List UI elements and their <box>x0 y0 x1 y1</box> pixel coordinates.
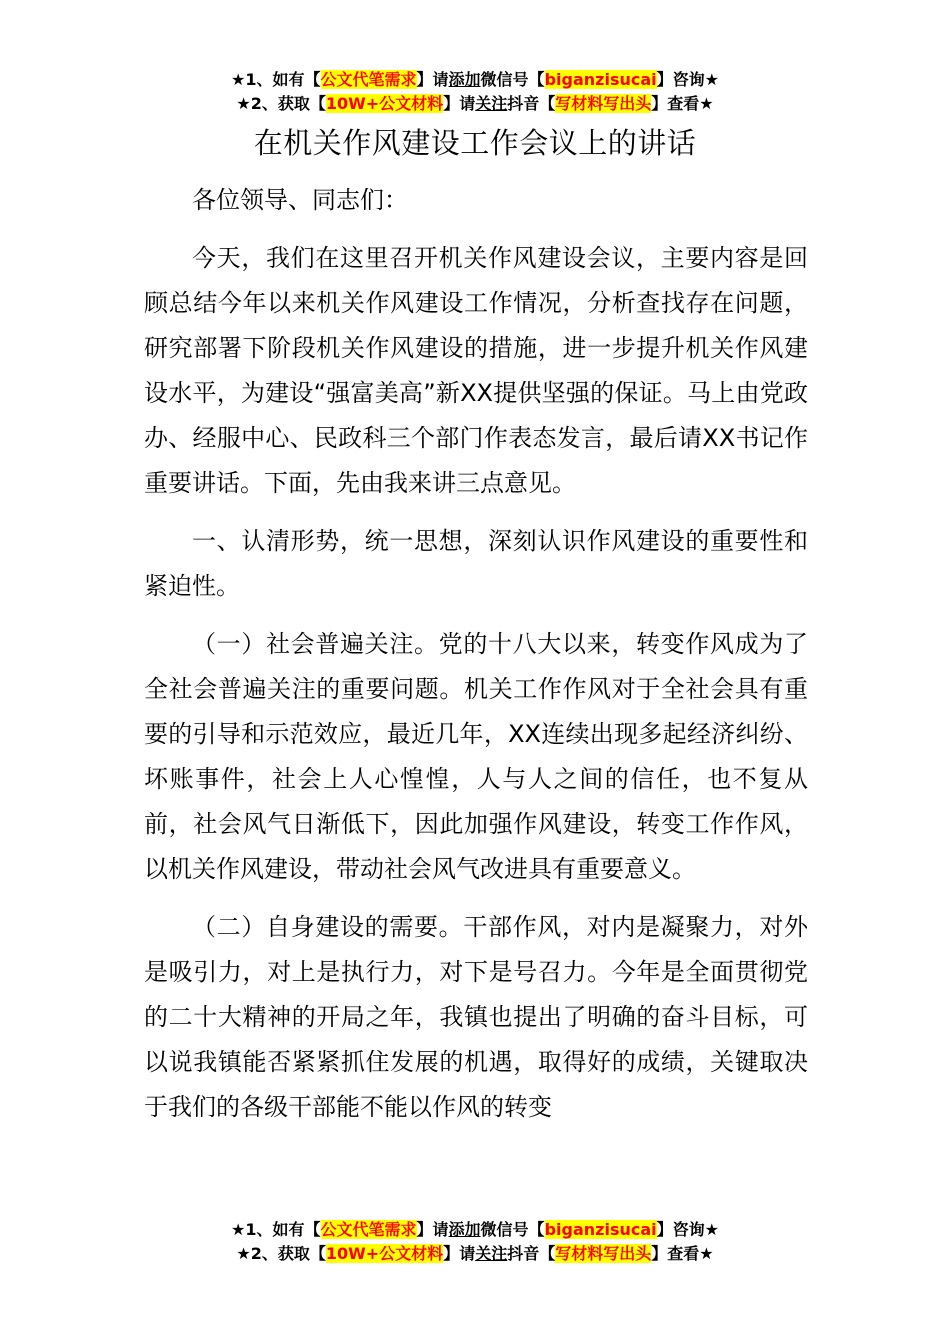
document-title: 在机关作风建设工作会议上的讲话 <box>253 126 697 160</box>
banner-line-2: ★2、获取【10W+公文材料】请关注抖音【写材料写出头】查看★ <box>236 94 714 113</box>
section-heading: 一、认清形势，统一思想，深刻认识作风建设的重要性和紧迫性。 <box>144 527 808 600</box>
footer-banner <box>0 1218 950 1266</box>
banner-wechat-id: biganzisucai <box>544 1220 657 1239</box>
paragraph: （二）自身建设的需要。干部作风，对内是凝聚力，对外是吸引力，对上是执行力，对下是号召力。今年是全面贯彻党的二十大精神的开局之年，我镇也提出了明确的奋斗目标，可以说我镇能否紧紧抓住发展的机遇，取得好的成绩，关键取决于我们的各级干部能不能以作风的转变 <box>144 913 808 1121</box>
header-banner <box>0 68 950 116</box>
salutation: 各位领导、同志们： <box>192 186 408 214</box>
banner-line-1: ★1、如有【公文代笔需求】请添加微信号【biganzisucai】咨询★ <box>231 1220 719 1239</box>
banner-douyin-id: 写材料写出头 <box>555 94 652 113</box>
document-body <box>144 178 808 1143</box>
banner-highlight: 10W+公文材料 <box>325 1244 444 1263</box>
banner-highlight: 公文代笔需求 <box>320 70 417 89</box>
banner-line-1: ★1、如有【公文代笔需求】请添加微信号【biganzisucai】咨询★ <box>231 70 719 89</box>
paragraph: 今天，我们在这里召开机关作风建设会议，主要内容是回顾总结今年以来机关作风建设工作情况，分析查找存在问题，研究部署下阶段机关作风建设的措施，进一步提升机关作风建设水平，为建设“强富美高”新XX提供坚强的保证。马上由党政办、经服中心、民政科三个部门作表态发言，最后请XX书记作重要讲话。下面，先由我来讲三点意见。 <box>144 244 808 497</box>
banner-highlight: 10W+公文材料 <box>325 94 444 113</box>
banner-line-2: ★2、获取【10W+公文材料】请关注抖音【写材料写出头】查看★ <box>236 1244 714 1263</box>
banner-wechat-id: biganzisucai <box>544 70 657 89</box>
banner-highlight: 公文代笔需求 <box>320 1220 417 1239</box>
banner-douyin-id: 写材料写出头 <box>555 1244 652 1263</box>
paragraph: （一）社会普遍关注。党的十八大以来，转变作风成为了全社会普遍关注的重要问题。机关工作作风对于全社会具有重要的引导和示范效应，最近几年，XX连续出现多起经济纠纷、坏账事件，社会上人心惶惶，人与人之间的信任，也不复从前，社会风气日渐低下，因此加强作风建设，转变工作作风，以机关作风建设，带动社会风气改进具有重要意义。 <box>144 630 808 883</box>
